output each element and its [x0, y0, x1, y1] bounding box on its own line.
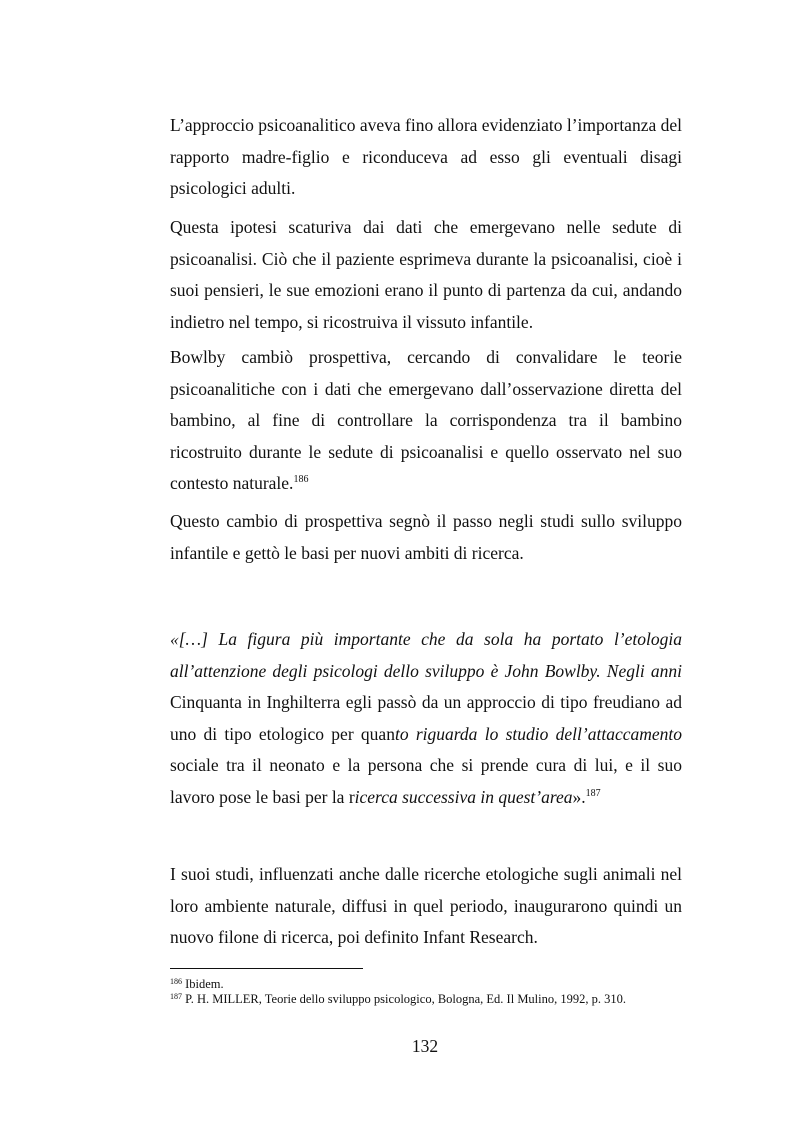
- quote-italic-2: to riguarda lo studio dell’attaccamento: [394, 723, 682, 744]
- paragraph-change-of-perspective: [170, 506, 682, 569]
- quote-roman-1: Cinquanta in Inghilterra egli passò da un approccio di tipo freudiano ad uno di tipo etologico per quan: [170, 692, 682, 744]
- footnote-number: 187: [170, 992, 182, 1001]
- footnote-number: 186: [170, 977, 182, 986]
- footnote-186: [170, 976, 730, 992]
- block-quote: [170, 624, 682, 813]
- paragraph-infant-research: [170, 859, 682, 954]
- quote-close: ».: [572, 786, 586, 807]
- paragraph-text: Questo cambio di prospettiva segnò il passo negli studi sullo sviluppo infantile e gettò le basi per nuovi ambiti di ricerca.: [170, 511, 682, 563]
- footnote-ref-186[interactable]: 186: [293, 474, 309, 485]
- paragraph-bowlby-perspective: [170, 342, 682, 500]
- quote-italic-3: icerca successiva in quest’area: [354, 786, 573, 807]
- footnote-ref-187[interactable]: 187: [585, 787, 601, 799]
- footnote-text: P. H. MILLER, Teorie dello sviluppo psicologico, Bologna, Ed. Il Mulino, 1992, p. 310.: [182, 992, 627, 1006]
- paragraph-psychoanalytic-approach: [170, 110, 682, 205]
- page-number: 132: [411, 1036, 439, 1056]
- footnote-187: [170, 991, 730, 1007]
- quote-roman-2: sociale tra il neonato e la persona che si prende cura di lui, e il suo lavoro pose le basi per la r: [170, 755, 682, 807]
- paragraph-hypothesis: [170, 212, 682, 338]
- quote-italic-1: «[…] La figura più importante che da sola ha portato l’etologia all’attenzione degli psicologi dello sviluppo è John Bowlby. Negli anni: [170, 629, 682, 681]
- paragraph-text: Bowlby cambiò prospettiva, cercando di convalidare le teorie psicoanalitiche con i dati che emergevano dall’osservazione diretta del bambino, al fine di controllare la corrispondenza tra il bambino ricostruito durante le sedute di psicoanalisi e quello osservato nel suo contesto naturale.: [170, 347, 682, 493]
- footnote-separator: [170, 968, 363, 969]
- paragraph-text: L’approccio psicoanalitico aveva fino allora evidenziato l’importanza del rapporto madre-figlio e riconduceva ad esso gli eventuali disagi psicologici adulti.: [170, 115, 682, 198]
- paragraph-text: I suoi studi, influenzati anche dalle ricerche etologiche sugli animali nel loro ambiente naturale, diffusi in quel periodo, inaugurarono quindi un nuovo filone di ricerca, poi definito Infant Research.: [170, 864, 682, 947]
- paragraph-text: Questa ipotesi scaturiva dai dati che emergevano nelle sedute di psicoanalisi. Ciò che il paziente esprimeva durante la psicoanalisi, cioè i suoi pensieri, le sue emozioni erano il punto di partenza da cui, andando indietro nel tempo, si ricostruiva il vissuto infantile.: [170, 217, 682, 332]
- footnote-text: Ibidem.: [182, 977, 224, 991]
